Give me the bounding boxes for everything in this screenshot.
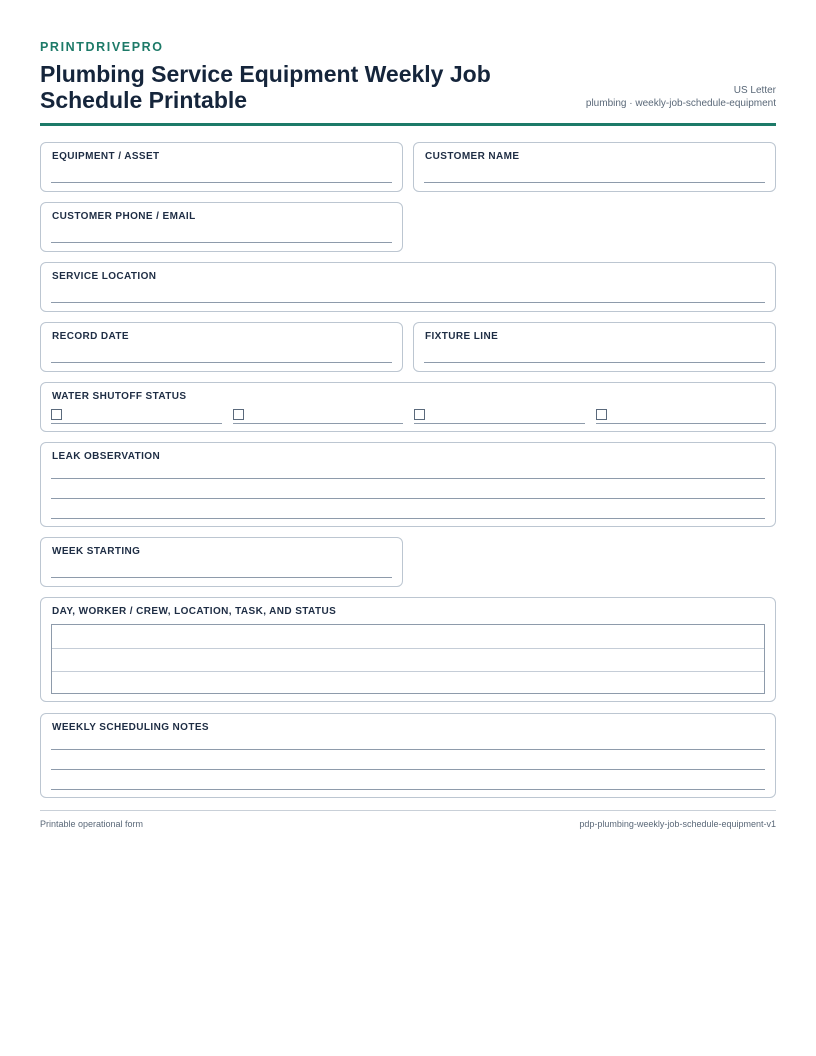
form-page: [40, 40, 776, 126]
schedule-table-label: DAY, WORKER / CREW, LOCATION, TASK, AND STATUS: [52, 606, 337, 617]
brand-name: PRINTDRIVEPRO: [40, 40, 164, 54]
weekly-notes-line-1[interactable]: [51, 749, 765, 750]
leak-observation-field: [40, 442, 776, 527]
footer-form-id: pdp-plumbing-weekly-job-schedule-equipment-v1: [579, 819, 776, 829]
schedule-table-field: [40, 597, 776, 702]
week-starting-input-line[interactable]: [51, 577, 392, 578]
water-shutoff-status-field: [40, 382, 776, 432]
fixture-line-label: FIXTURE LINE: [425, 331, 499, 342]
schedule-table-row-divider-1: [52, 648, 764, 649]
weekly-notes-line-2[interactable]: [51, 769, 765, 770]
shutoff-checkbox-1[interactable]: [51, 409, 62, 420]
shutoff-option-line-2[interactable]: [233, 423, 403, 424]
weekly-notes-line-3[interactable]: [51, 789, 765, 790]
weekly-notes-label: WEEKLY SCHEDULING NOTES: [52, 722, 209, 733]
equipment-asset-input-line[interactable]: [51, 182, 392, 183]
footer-left-text: Printable operational form: [40, 819, 144, 829]
record-date-input-line[interactable]: [51, 362, 392, 363]
service-location-input-line[interactable]: [51, 302, 765, 303]
equipment-asset-label: EQUIPMENT / ASSET: [52, 151, 160, 162]
customer-contact-label: CUSTOMER PHONE / EMAIL: [52, 211, 196, 222]
leak-observation-line-1[interactable]: [51, 478, 765, 479]
shutoff-checkbox-2[interactable]: [233, 409, 244, 420]
schedule-table-row-divider-2: [52, 671, 764, 672]
footer-divider: [40, 810, 776, 811]
customer-name-input-line[interactable]: [424, 182, 765, 183]
week-starting-label: WEEK STARTING: [52, 546, 141, 557]
customer-contact-field: [40, 202, 403, 252]
record-date-field: [40, 322, 403, 372]
form-header: [40, 55, 776, 126]
shutoff-option-line-4[interactable]: [596, 423, 766, 424]
paper-size-label: US Letter: [733, 85, 776, 96]
record-date-label: RECORD DATE: [52, 331, 129, 342]
leak-observation-line-3[interactable]: [51, 518, 765, 519]
water-shutoff-status-label: WATER SHUTOFF STATUS: [52, 391, 187, 402]
shutoff-option-line-1[interactable]: [51, 423, 222, 424]
shutoff-checkbox-3[interactable]: [414, 409, 425, 420]
customer-name-label: CUSTOMER NAME: [425, 151, 520, 162]
service-location-label: SERVICE LOCATION: [52, 271, 157, 282]
leak-observation-line-2[interactable]: [51, 498, 765, 499]
leak-observation-label: LEAK OBSERVATION: [52, 451, 161, 462]
service-location-field: [40, 262, 776, 312]
shutoff-checkbox-4[interactable]: [596, 409, 607, 420]
fixture-line-input-line[interactable]: [424, 362, 765, 363]
week-starting-field: [40, 537, 403, 587]
customer-name-field: [413, 142, 776, 192]
shutoff-option-line-3[interactable]: [414, 423, 585, 424]
customer-contact-input-line[interactable]: [51, 242, 392, 243]
form-meta: [586, 84, 776, 110]
schedule-table: [51, 624, 765, 694]
page-title: Plumbing Service Equipment Weekly Job Schedule Printable: [40, 61, 491, 113]
form-slug-label: plumbing · weekly-job-schedule-equipment: [585, 98, 776, 109]
fixture-line-field: [413, 322, 776, 372]
equipment-asset-field: [40, 142, 403, 192]
weekly-notes-field: [40, 713, 776, 798]
